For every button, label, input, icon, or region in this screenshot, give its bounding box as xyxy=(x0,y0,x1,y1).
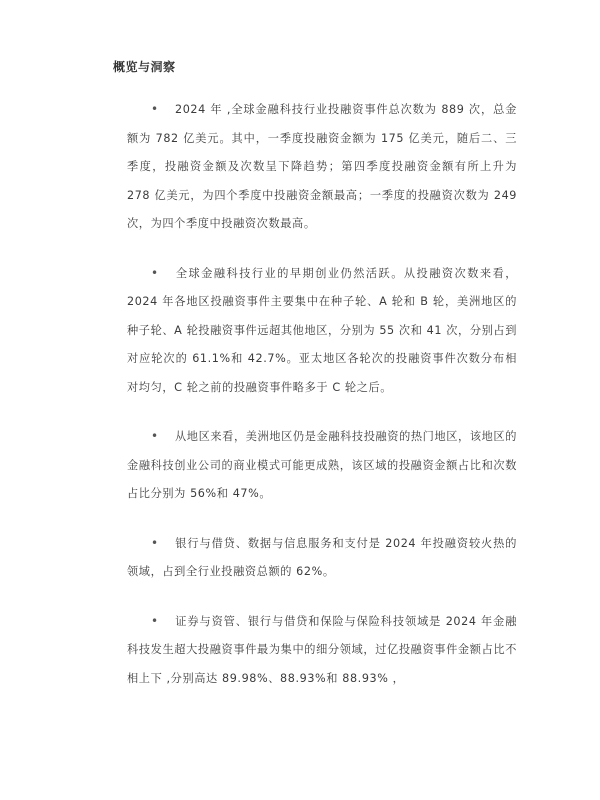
bullet-icon: • xyxy=(151,613,159,628)
list-item xyxy=(127,95,517,239)
bullet-icon: • xyxy=(151,535,159,550)
list-item xyxy=(127,529,517,587)
list-item-text: 从地区来看，美洲地区仍是金融科技投融资的热门地区，该地区的金融科技创业公司的商业模式可能更成熟，该区域的投融资金额占比和次数占比分别为 56%和 47%。 xyxy=(127,430,517,500)
section-heading: 概览与洞察 xyxy=(113,60,176,74)
list-item-text: 银行与借贷、数据与信息服务和支付是 2024 年投融资较火热的领域，占到全行业投融资总额的 62%。 xyxy=(127,536,517,578)
bullet-icon: • xyxy=(151,429,159,443)
list-item-text: 2024 年 ,全球金融科技行业投融资事件总次数为 889 次，总金额为 782 亿美元。其中，一季度投融资金额为 175 亿美元，随后二、三季度，投融资金额及次数呈下降趋势；第四季度投融资金额有所上升为 278 亿美元，为四个季度中投融资金额最高；一季度的投融资次数为 249 次，为四个季度中投融资次数最高。 xyxy=(127,103,517,230)
list-item-text: 证券与资管、银行与借贷和保险与保险科技领域是 2024 年金融科技发生超大投融资事件最为集中的细分领域，过亿投融资事件金额占比不相上下 ,分别高达 89.98%、88.93%和 88.93% ， xyxy=(127,614,517,685)
list-item xyxy=(127,259,517,403)
bullet-icon: • xyxy=(151,265,159,280)
list-item xyxy=(127,422,517,509)
list-item-text: 全球金融科技行业的早期创业仍然活跃。从投融资次数来看，2024 年各地区投融资事件主要集中在种子轮、A 轮和 B 轮，美洲地区的种子轮、A 轮投融资事件远超其他地区，分别为 55 次和 41 次，分别占到对应轮次的 61.1%和 42.7%。亚太地区各轮次的投融资事件次数分布相对均匀，C 轮之前的投融资事件略多于 C 轮之后。 xyxy=(127,266,517,394)
insight-list xyxy=(127,95,517,713)
list-item xyxy=(127,607,517,694)
bullet-icon: • xyxy=(151,102,159,116)
